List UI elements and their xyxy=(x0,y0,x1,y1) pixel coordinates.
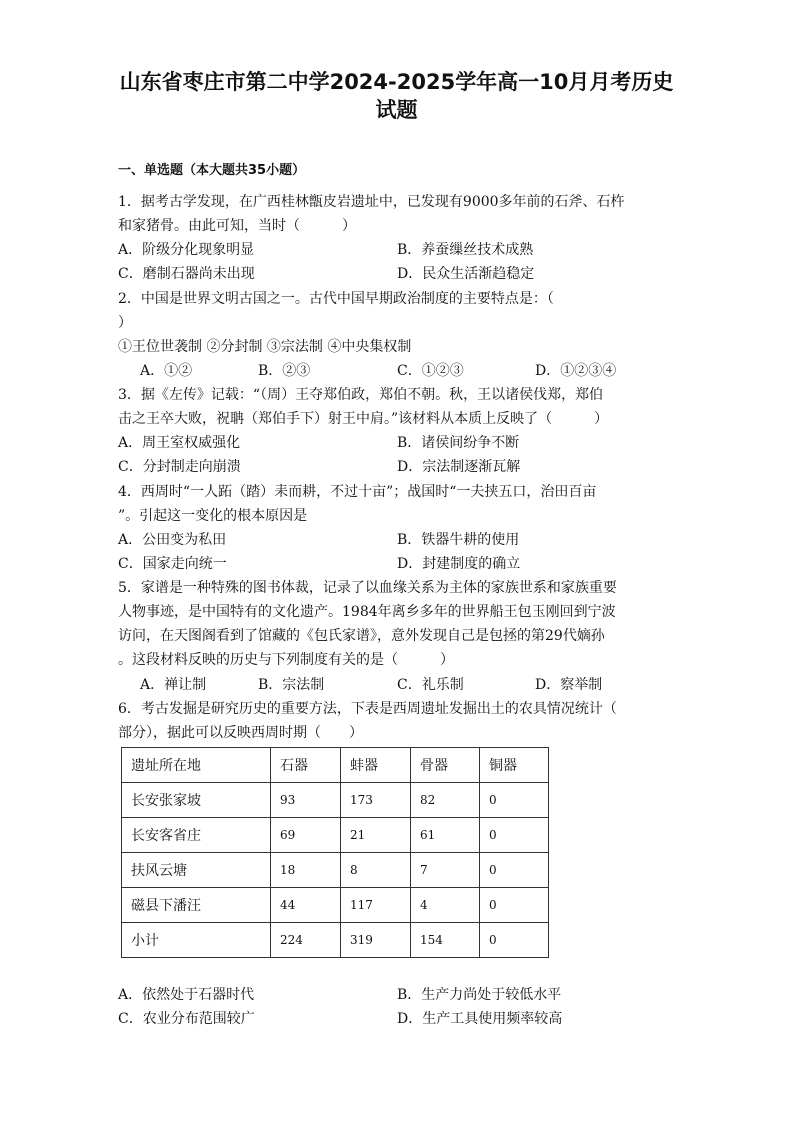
q6-option-a: A．依然处于石器时代 xyxy=(118,987,255,1003)
section-heading: 一、单选题（本大题共35小题） xyxy=(118,163,306,178)
q2-items: ①王位世袭制 ②分封制 ③宗法制 ④中央集权制 xyxy=(118,339,412,355)
table-cell: 154 xyxy=(411,923,480,958)
table-cell: 82 xyxy=(411,783,480,818)
table-cell: 长安客省庄 xyxy=(122,818,271,853)
table-header-cell: 铜器 xyxy=(480,748,549,783)
table-cell: 93 xyxy=(271,783,341,818)
table-row xyxy=(122,888,549,923)
table-cell: 长安张家坡 xyxy=(122,783,271,818)
q6-option-c: C．农业分布范围较广 xyxy=(118,1011,255,1027)
q6-stem-cont: 部分），据此可以反映西周时期（ ） xyxy=(118,725,363,741)
q5-stem-cont: 人物事迹，是中国特有的文化遗产。1984年离乡多年的世界船王包玉刚回到宁波 xyxy=(118,604,616,620)
table-row xyxy=(122,853,549,888)
table-row xyxy=(122,783,549,818)
q5-option-c: C．礼乐制 xyxy=(397,677,464,693)
table-cell: 小计 xyxy=(122,923,271,958)
table-cell: 319 xyxy=(341,923,411,958)
q1-stem: 1．据考古学发现，在广西桂林甑皮岩遗址中，已发现有9000多年前的石斧、石杵 xyxy=(118,194,625,210)
table-cell: 117 xyxy=(341,888,411,923)
q3-option-d: D．宗法制逐渐瓦解 xyxy=(397,459,521,475)
table-cell: 44 xyxy=(271,888,341,923)
q3-stem-cont: 击之王卒大败，祝聃（郑伯手下）射王中肩。”该材料从本质上反映了（ ） xyxy=(118,411,609,427)
q4-stem: 4．西周时“一人跖（踏）耒而耕，不过十亩”；战国时“一夫挟五口，治田百亩 xyxy=(118,484,597,500)
q1-option-d: D．民众生活渐趋稳定 xyxy=(397,266,535,282)
q3-option-a: A．周王室权威强化 xyxy=(118,435,241,451)
table-header-row xyxy=(122,748,549,783)
table-cell: 0 xyxy=(480,818,549,853)
q6-data-table xyxy=(121,747,549,958)
table-cell: 0 xyxy=(480,923,549,958)
q5-option-d: D．察举制 xyxy=(535,677,603,693)
page-title-continued: 试题 xyxy=(375,98,418,122)
table-header-cell: 骨器 xyxy=(411,748,480,783)
table-cell: 18 xyxy=(271,853,341,888)
table-cell: 磁县下潘汪 xyxy=(122,888,271,923)
q2-stem: 2．中国是世界文明古国之一。古代中国早期政治制度的主要特点是：（ xyxy=(118,291,554,307)
table-cell: 8 xyxy=(341,853,411,888)
q6-option-d: D．生产工具使用频率较高 xyxy=(397,1011,563,1027)
table-header-cell: 蚌器 xyxy=(341,748,411,783)
q4-option-b: B．铁器牛耕的使用 xyxy=(397,532,520,548)
q2-option-c: C．①②③ xyxy=(397,363,464,379)
q3-stem: 3．据《左传》记载：“（周）王夺郑伯政，郑伯不朝。秋，王以诸侯伐郑，郑伯 xyxy=(118,387,604,403)
table-cell: 0 xyxy=(480,853,549,888)
q6-stem: 6．考古发掘是研究历史的重要方法，下表是西周遗址发掘出土的农具情况统计（ xyxy=(118,701,617,717)
q4-option-a: A．公田变为私田 xyxy=(118,532,227,548)
table-cell: 224 xyxy=(271,923,341,958)
table-cell: 173 xyxy=(341,783,411,818)
table-header-cell: 石器 xyxy=(271,748,341,783)
table-cell: 扶风云塘 xyxy=(122,853,271,888)
q1-option-a: A．阶级分化现象明显 xyxy=(118,242,255,258)
q1-option-b: B．养蚕缫丝技术成熟 xyxy=(397,242,534,258)
q5-stem-cont: 。这段材料反映的历史与下列制度有关的是（ ） xyxy=(118,652,454,668)
q2-stem-cont: ） xyxy=(118,315,132,331)
table-cell: 69 xyxy=(271,818,341,853)
q3-option-c: C．分封制走向崩溃 xyxy=(118,459,241,475)
q5-stem: 5．家谱是一种特殊的图书体裁，记录了以血缘关系为主体的家族世系和家族重要 xyxy=(118,580,617,596)
q5-option-b: B．宗法制 xyxy=(258,677,325,693)
q4-stem-cont: ”。引起这一变化的根本原因是 xyxy=(118,508,308,524)
table-cell: 0 xyxy=(480,783,549,818)
page-title: 山东省枣庄市第二中学2024-2025学年高一10月月考历史 xyxy=(119,70,674,94)
q1-stem-cont: 和家猪骨。由此可知，当时（ ） xyxy=(118,218,356,234)
table-cell: 7 xyxy=(411,853,480,888)
q2-option-b: B．②③ xyxy=(258,363,311,379)
q5-option-a: A．禅让制 xyxy=(140,677,207,693)
q3-option-b: B．诸侯间纷争不断 xyxy=(397,435,520,451)
table-row xyxy=(122,923,549,958)
q1-option-c: C．磨制石器尚未出现 xyxy=(118,266,255,282)
q6-option-b: B．生产力尚处于较低水平 xyxy=(397,987,562,1003)
table-cell: 0 xyxy=(480,888,549,923)
q5-stem-cont: 访问，在天图阁看到了馆藏的《包氏家谱》，意外发现自己是包拯的第29代嫡孙 xyxy=(118,628,605,644)
table-row xyxy=(122,818,549,853)
q4-option-d: D．封建制度的确立 xyxy=(397,556,521,572)
q2-option-a: A．①② xyxy=(140,363,193,379)
table-cell: 4 xyxy=(411,888,480,923)
table-header-cell: 遗址所在地 xyxy=(122,748,271,783)
q2-option-d: D．①②③④ xyxy=(535,363,617,379)
q4-option-c: C．国家走向统一 xyxy=(118,556,227,572)
table-cell: 21 xyxy=(341,818,411,853)
table-cell: 61 xyxy=(411,818,480,853)
